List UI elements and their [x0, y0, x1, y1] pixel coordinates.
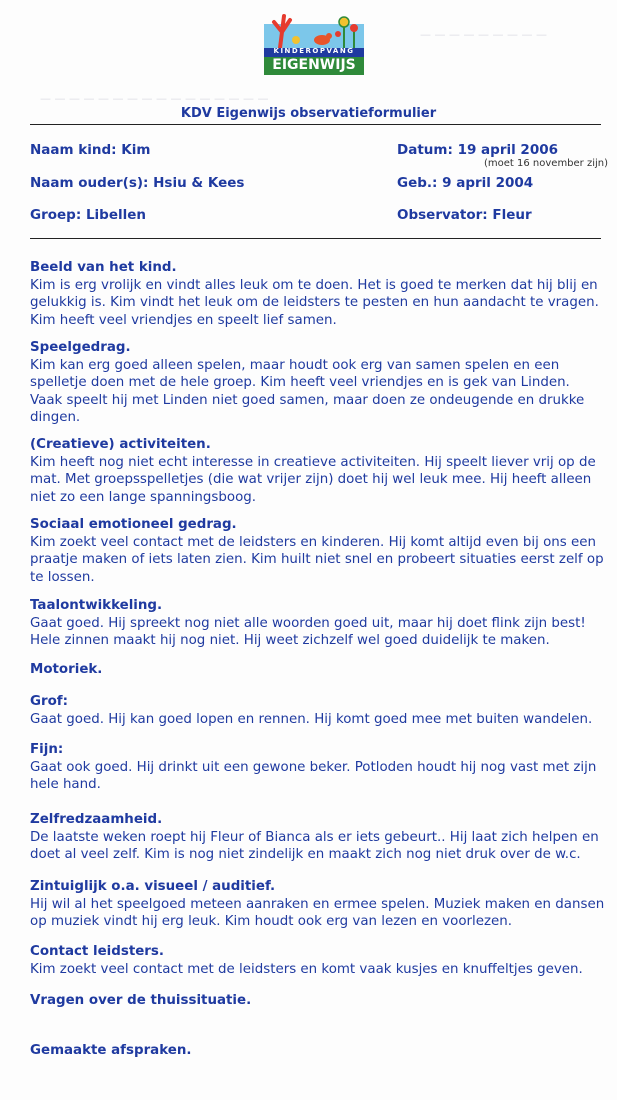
section-vragen-thuissituatie — [30, 992, 605, 1010]
datum-label: Datum: — [397, 142, 453, 158]
form-title: KDV Eigenwijs observatieformulier — [180, 106, 437, 121]
section-heading: Motoriek. — [30, 662, 103, 677]
field-naam-kind — [30, 142, 150, 158]
field-naam-ouders — [30, 175, 244, 191]
naam-kind-value: Kim — [121, 142, 151, 158]
logo-top-text: KINDEROPVANG — [273, 47, 355, 55]
section-speelgedrag — [30, 339, 605, 427]
section-sociaal-emotioneel — [30, 516, 605, 586]
section-heading: Grof: — [30, 694, 68, 709]
show-through-text: — — — — — — — — — — [420, 28, 547, 41]
section-heading: Gemaakte afspraken. — [30, 1043, 192, 1058]
section-heading: Vragen over de thuissituatie. — [30, 993, 252, 1008]
naam-ouders-value: Hsiu & Kees — [153, 175, 245, 191]
logo-brand-text: EIGENWIJS — [272, 57, 356, 73]
section-creatieve-activiteiten — [30, 436, 605, 506]
section-body: Gaat ook goed. Hij drinkt uit een gewone beker. Potloden houdt hij nog vast met zijn hele hand. — [30, 759, 597, 792]
field-groep — [30, 207, 146, 223]
section-taalontwikkeling — [30, 597, 605, 650]
section-fijn — [30, 741, 605, 794]
show-through-text: — — — — — — — — — — — — — — — — — [40, 92, 269, 105]
section-body: Kim heeft nog niet echt interesse in creatieve activiteiten. Hij speelt liever vrij op de mat. Met groepsspelletjes (die wat vrijer zijn) doet hij wel leuk mee. Hij heeft alleen niet zo een lange spanningsboog. — [30, 454, 596, 505]
section-heading: Beeld van het kind. — [30, 260, 177, 275]
section-gemaakte-afspraken — [30, 1042, 605, 1060]
section-grof — [30, 693, 605, 728]
datum-value: 19 april 2006 — [457, 142, 559, 158]
section-body: Gaat goed. Hij kan goed lopen en rennen. Hij komt goed mee met buiten wandelen. — [30, 711, 593, 727]
section-zintuiglijk — [30, 878, 605, 931]
title-underline — [30, 124, 601, 125]
section-body: De laatste weken roept hij Fleur of Bianca als er iets gebeurt.. Hij laat zich helpen en doet al veel zelf. Kim is nog niet zindelijk en maakt zich nog niet druk over de w.c. — [30, 829, 599, 862]
section-heading: Zelfredzaamheid. — [30, 812, 163, 827]
section-beeld — [30, 259, 605, 329]
section-body: Kim is erg vrolijk en vindt alles leuk om te doen. Het is goed te merken dat hij blij en gelukkig is. Kim vindt het leuk om de leidsters te pesten en hun aandacht te vragen. Kim heeft veel vriendjes en speelt lief samen. — [30, 277, 599, 328]
section-heading: Zintuiglijk o.a. visueel / auditief. — [30, 879, 276, 894]
groep-label: Groep: — [30, 207, 82, 223]
section-zelfredzaamheid — [30, 811, 605, 864]
geb-label: Geb.: — [397, 175, 438, 191]
geb-value: 9 april 2004 — [442, 175, 534, 191]
section-body: Hij wil al het speelgoed meteen aanraken en ermee spelen. Muziek maken en dansen op muziek vindt hij erg leuk. Kim houdt ook erg van lezen en voorlezen. — [30, 896, 605, 929]
section-body: Kim kan erg goed alleen spelen, maar houdt ook erg van samen spelen en een spelletje doen met de hele groep. Kim heeft veel vriendjes en is gek van Linden. Vaak speelt hij met Linden niet goed samen, maar doen ze ondeugende en drukke dingen. — [30, 357, 585, 425]
section-body: Kim zoekt veel contact met de leidsters en kinderen. Hij komt altijd even bij ons een praatje maken of iets laten zien. Kim huilt niet snel en probeert situaties eerst zelf op te lossen. — [30, 534, 604, 585]
naam-kind-label: Naam kind: — [30, 142, 117, 158]
field-geb — [397, 175, 533, 191]
field-datum — [397, 142, 558, 158]
naam-ouders-label: Naam ouder(s): — [30, 175, 149, 191]
section-body: Kim zoekt veel contact met de leidsters en komt vaak kusjes en knuffeltjes geven. — [30, 961, 583, 977]
section-heading: Speelgedrag. — [30, 340, 131, 355]
observator-label: Observator: — [397, 207, 488, 223]
section-heading: Contact leidsters. — [30, 944, 164, 959]
section-heading: Fijn: — [30, 742, 64, 757]
datum-correction-note: (moet 16 november zijn) — [484, 158, 609, 169]
observator-value: Fleur — [492, 207, 532, 223]
section-body: Gaat goed. Hij spreekt nog niet alle woorden goed uit, maar hij doet flink zijn best! Hele zinnen maakt hij nog niet. Hij weet zichzelf wel goed duidelijk te maken. — [30, 615, 586, 648]
section-heading: Taalontwikkeling. — [30, 598, 163, 613]
section-heading: Sociaal emotioneel gedrag. — [30, 517, 237, 532]
section-heading: (Creatieve) activiteiten. — [30, 437, 211, 452]
section-motoriek — [30, 661, 605, 679]
header-divider — [30, 238, 601, 239]
field-observator — [397, 207, 532, 223]
kinderopvang-eigenwijs-logo — [258, 10, 370, 76]
section-contact-leidsters — [30, 943, 605, 978]
groep-value: Libellen — [85, 207, 147, 223]
